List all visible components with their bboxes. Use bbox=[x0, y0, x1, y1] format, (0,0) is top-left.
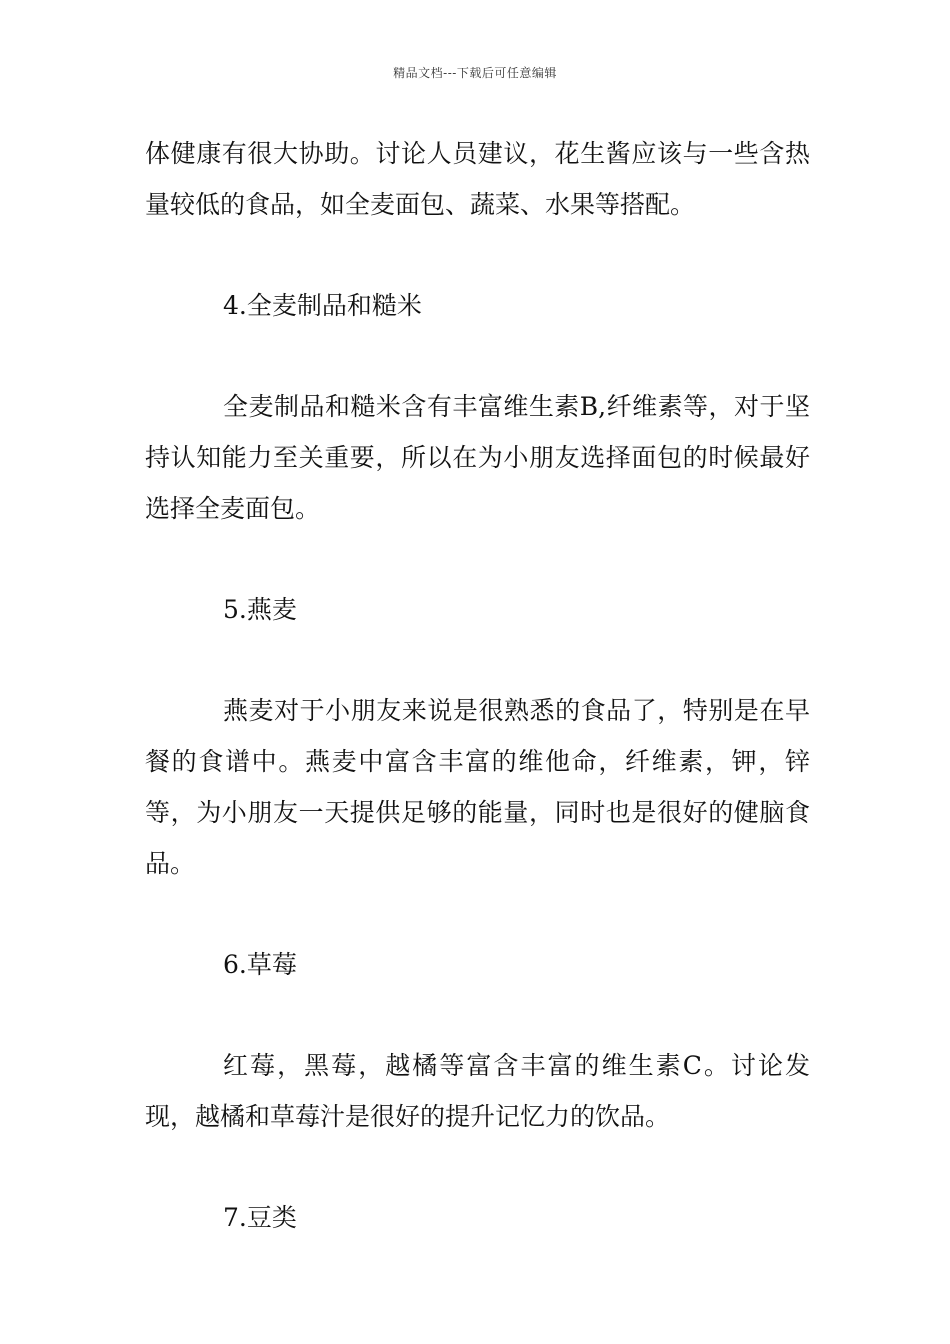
spacer bbox=[145, 889, 810, 939]
document-body bbox=[145, 128, 810, 1243]
spacer bbox=[145, 635, 810, 685]
section-5-body: 燕麦对于小朋友来说是很熟悉的食品了，特别是在早餐的食谱中。燕麦中富含丰富的维他命，纤维素，钾，锌等，为小朋友一天提供足够的能量，同时也是很好的健脑食品。 bbox=[145, 696, 810, 878]
document-header: 精品文档---下载后可任意编辑 bbox=[393, 66, 557, 80]
spacer bbox=[145, 1142, 810, 1192]
section-6-body: 红莓，黑莓，越橘等富含丰富的维生素C。讨论发现，越橘和草莓汁是很好的提升记忆力的饮品。 bbox=[145, 1051, 810, 1131]
intro-paragraph: 体健康有很大协助。讨论人员建议，花生酱应该与一些含热量较低的食品，如全麦面包、蔬菜、水果等搭配。 bbox=[145, 139, 810, 219]
spacer bbox=[145, 990, 810, 1040]
section-4-heading: 4.全麦制品和糙米 bbox=[223, 291, 422, 320]
spacer bbox=[145, 331, 810, 381]
section-4-body: 全麦制品和糙米含有丰富维生素B,纤维素等，对于坚持认知能力至关重要，所以在为小朋友选择面包的时候最好选择全麦面包。 bbox=[145, 392, 810, 523]
spacer bbox=[145, 534, 810, 584]
section-5-heading: 5.燕麦 bbox=[223, 595, 297, 624]
spacer bbox=[145, 230, 810, 280]
section-6-heading: 6.草莓 bbox=[223, 950, 297, 979]
section-7-heading: 7.豆类 bbox=[223, 1203, 297, 1232]
